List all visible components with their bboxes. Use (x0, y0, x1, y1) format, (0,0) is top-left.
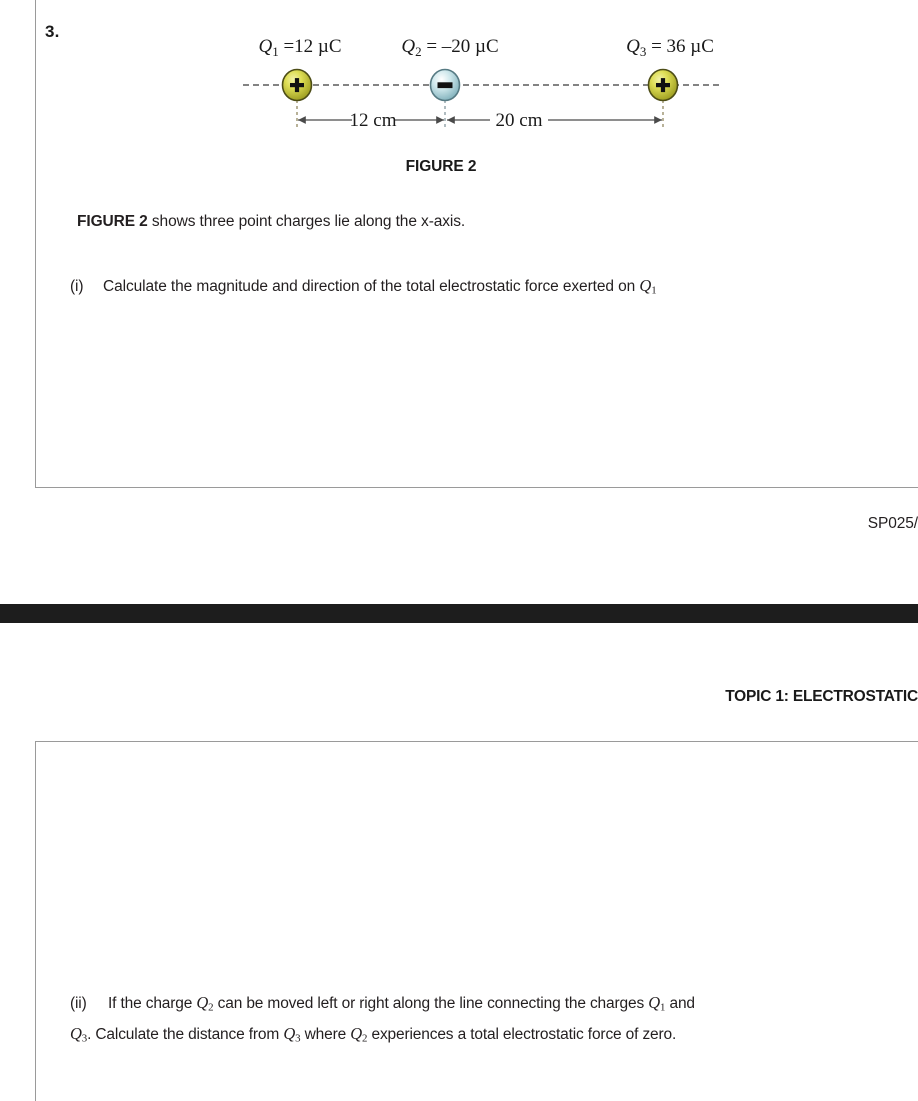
intro-paragraph (77, 213, 465, 231)
part-ii-label: (ii) (70, 995, 87, 1012)
intro-paragraph-rest: shows three point charges lie along the x-axis. (151, 213, 466, 230)
part-i-variable: $Q_1$ (639, 276, 657, 297)
figure-caption (0, 158, 918, 176)
intro-paragraph-bold: FIGURE 2 (77, 213, 148, 230)
part-i-label: (i) (70, 278, 84, 295)
question-number: 3. (45, 22, 60, 41)
part-i-text: Calculate the magnitude and direction of the total electrostatic force exerted on (103, 278, 636, 295)
charge-marker-q1 (283, 70, 312, 101)
question-part-ii (70, 988, 918, 1049)
part-ii-var4: $Q_3$ (283, 1023, 301, 1045)
part-ii-seg5: where (304, 1025, 347, 1043)
charge-marker-q2 (431, 70, 460, 101)
part-ii-var5: $Q_2$ (350, 1023, 368, 1045)
part-ii-seg3: and (669, 995, 695, 1012)
charge-label-q2: $Q_2 = -20$ µC (401, 36, 499, 59)
part-ii-var2: $Q_1$ (648, 993, 666, 1014)
charge-label-q3: $Q_3 = 36$ µC (626, 36, 714, 59)
dimension-20cm (447, 110, 662, 131)
page-separator-bar (0, 604, 918, 623)
part-ii-seg1: If the charge (108, 995, 193, 1012)
figure-2-diagram (228, 28, 748, 138)
charge-label-q1: $Q_1 =12$ µC (258, 36, 342, 59)
part-ii-seg4: . Calculate the distance from (87, 1025, 280, 1043)
part-ii-seg6: experiences a total electrostatic force of zero. (371, 1025, 677, 1043)
svg-text:12 cm: 12 cm (349, 110, 397, 131)
svg-text:20 cm: 20 cm (495, 110, 543, 131)
charge-marker-q3 (649, 70, 678, 101)
page-two-topic-header: TOPIC 1: ELECTROSTATIC (725, 688, 918, 705)
part-ii-var1: $Q_2$ (196, 993, 214, 1014)
part-ii-seg2: can be moved left or right along the line connecting the charges (217, 995, 645, 1012)
dimension-12cm (298, 110, 444, 131)
question-part-i (70, 276, 657, 296)
part-ii-var3: $Q_3$ (70, 1023, 88, 1045)
figure-caption-text: FIGURE 2 (405, 158, 477, 175)
footer-paper-code: SP025/ (867, 515, 918, 532)
